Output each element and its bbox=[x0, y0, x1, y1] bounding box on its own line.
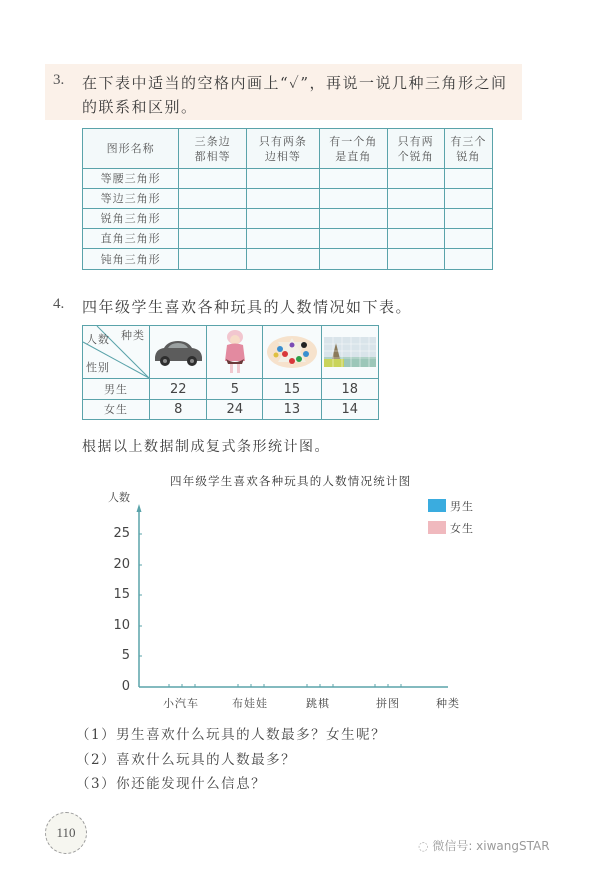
boys-car-count: 22 bbox=[150, 379, 207, 400]
girls-puzzle-count: 14 bbox=[321, 400, 378, 420]
y-tick-10: 10 bbox=[113, 618, 130, 633]
legend-swatch-girls bbox=[428, 521, 446, 534]
row-label: 等边三角形 bbox=[83, 189, 179, 209]
row-label: 直角三角形 bbox=[83, 229, 179, 249]
question-3-text-line1: 在下表中适当的空格内画上“✓”，再说一说几种三角形之间 bbox=[82, 74, 508, 92]
legend-label-boys: 男生 bbox=[450, 500, 474, 513]
y-tick-0: 0 bbox=[121, 679, 130, 694]
y-axis-label: 人数 bbox=[108, 491, 130, 504]
question-4-number: 4. bbox=[53, 296, 65, 312]
page-number-badge bbox=[45, 812, 87, 854]
x-category-checkers: 跳棋 bbox=[306, 697, 330, 710]
row-label: 锐角三角形 bbox=[83, 209, 179, 229]
page-number: 110 bbox=[56, 825, 76, 840]
row-label-girls: 女生 bbox=[83, 400, 150, 420]
header-two-acute-angles: 只有两 个锐角 bbox=[387, 129, 444, 169]
row-label: 等腰三角形 bbox=[83, 169, 179, 189]
y-tick-15: 15 bbox=[113, 587, 130, 602]
header-one-right-angle: 有一个角 是直角 bbox=[319, 129, 387, 169]
chart-instruction: 根据以上数据制成复式条形统计图。 bbox=[82, 439, 330, 455]
legend-swatch-boys bbox=[428, 499, 446, 512]
question-3-number: 3. bbox=[53, 72, 65, 88]
header-three-sides-equal: 三条边 都相等 bbox=[179, 129, 247, 169]
legend-label-girls: 女生 bbox=[450, 522, 474, 535]
boys-puzzle-count: 18 bbox=[321, 379, 378, 400]
sub-question-2: （2）喜欢什么玩具的人数最多？ bbox=[76, 752, 297, 768]
boys-checkers-count: 15 bbox=[263, 379, 321, 400]
x-axis-label: 种类 bbox=[436, 697, 460, 710]
corner-label-type: 种类 bbox=[121, 329, 145, 342]
corner-label-count: 人数 bbox=[86, 333, 110, 346]
boys-doll-count: 5 bbox=[207, 379, 263, 400]
header-two-sides-equal: 只有两条 边相等 bbox=[247, 129, 320, 169]
girls-doll-count: 24 bbox=[207, 400, 263, 420]
chart-title: 四年级学生喜欢各种玩具的人数情况统计图 bbox=[170, 474, 412, 488]
header-shape-name: 图形名称 bbox=[83, 129, 179, 169]
girls-car-count: 8 bbox=[150, 400, 207, 420]
x-category-doll: 布娃娃 bbox=[232, 697, 268, 710]
sub-question-1: （1）男生喜欢什么玩具的人数最多？女生呢？ bbox=[76, 727, 387, 743]
x-category-puzzle: 拼图 bbox=[376, 697, 400, 710]
corner-label-gender: 性别 bbox=[86, 361, 110, 374]
wechat-icon: ◌ bbox=[418, 839, 429, 853]
sub-question-3: （3）你还能发现什么信息？ bbox=[76, 776, 267, 792]
question-4-text: 四年级学生喜欢各种玩具的人数情况如下表。 bbox=[82, 298, 413, 316]
y-tick-20: 20 bbox=[113, 557, 130, 572]
watermark-text: 微信号: xiwangSTAR bbox=[432, 839, 550, 853]
x-category-car: 小汽车 bbox=[163, 697, 199, 710]
row-label: 钝角三角形 bbox=[83, 249, 179, 270]
header-three-acute-angles: 有三个 锐角 bbox=[444, 129, 492, 169]
watermark bbox=[418, 837, 550, 854]
girls-checkers-count: 13 bbox=[263, 400, 321, 420]
y-tick-5: 5 bbox=[121, 648, 130, 663]
question-3-text-line2: 的联系和区别。 bbox=[82, 98, 198, 116]
row-label-boys: 男生 bbox=[83, 379, 150, 400]
y-tick-25: 25 bbox=[113, 526, 130, 541]
